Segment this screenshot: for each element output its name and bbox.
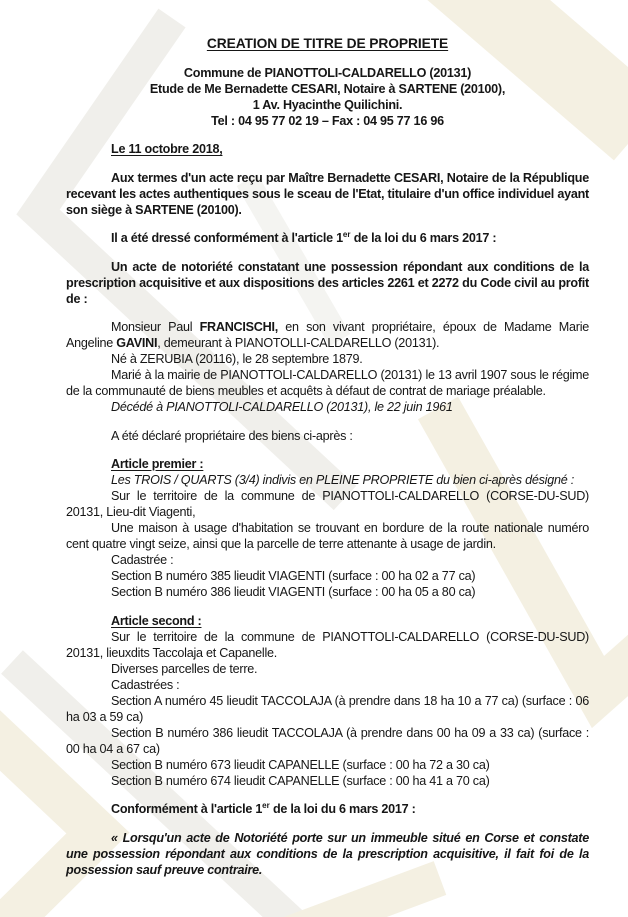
article-premier-territoire: Sur le territoire de la commune de PIANOTTOLI-CALDARELLO (CORSE-DU-SUD) 20131, Lieu-dit Viagenti, [66, 489, 589, 519]
paragraph-conforme: Conformément à l'article 1er de la loi du 6 mars 2017 : [111, 800, 416, 816]
header-tel-fax: Tel : 04 95 77 02 19 – Fax : 04 95 77 16 96 [211, 113, 444, 128]
header-etude: Etude de Me Bernadette CESARI, Notaire à SARTENE (20100), [149, 81, 506, 96]
article-second-heading: Article second : [111, 613, 202, 628]
article-premier-cadastree: Cadastrée : [111, 553, 174, 567]
paragraph-deces: Décédé à PIANOTTOLI-CALDARELLO (20131), le 22 juin 1961 [111, 400, 453, 414]
article-second-parcelles: Diverses parcelles de terre. [111, 661, 258, 676]
paragraph-declare: A été déclaré propriétaire des biens ci-après : [111, 428, 353, 443]
cadastre-line: Section B numéro 386 lieudit VIAGENTI (surface : 00 ha 05 a 80 ca) [111, 585, 476, 599]
spouse-surname: GAVINI [116, 336, 158, 350]
superscript-er: er [262, 800, 270, 810]
notary-header-block [66, 65, 589, 129]
owner-surname: FRANCISCHI, [199, 320, 278, 334]
article-premier-block [66, 456, 589, 600]
paragraph-dresse: Il a été dressé conformément à l'article 1er de la loi du 6 mars 2017 : [111, 229, 497, 245]
document-title: CREATION DE TITRE DE PROPRIETE [206, 36, 449, 51]
article-premier-maison: Une maison à usage d'habitation se trouvant en bordure de la route nationale numéro cent quatre vingt seize, ainsi que la parcelle de terre attenante à usage de jardin. [66, 521, 589, 551]
date-line: Le 11 octobre 2018, [111, 142, 223, 156]
article-second-block [66, 613, 589, 789]
article-second-territoire: Sur le territoire de la commune de PIANOTTOLI-CALDARELLO (CORSE-DU-SUD) 20131, lieuxdits Taccolaja et Capanelle. [66, 629, 589, 660]
paragraph-naissance: Né à ZERUBIA (20116), le 28 septembre 1879. [111, 352, 363, 366]
cadastre-line: Section B numéro 674 lieudit CAPANELLE (surface : 00 ha 41 a 70 ca) [111, 773, 490, 788]
paragraph-acte: Aux termes d'un acte reçu par Maître Bernadette CESARI, Notaire de la République recevant les actes authentiques sous le sceau de l'Etat, titulaire d'un office individuel ayant son siège à SARTENE (20100). [66, 170, 589, 217]
cadastre-line: Section B numéro 385 lieudit VIAGENTI (surface : 00 ha 02 a 77 ca) [111, 569, 476, 583]
paragraph-monsieur: Monsieur Paul FRANCISCHI, en son vivant propriétaire, époux de Madame Marie Angeline GAVINI, demeurant à PIANOTOLLI-CALDARELLO (20131). [66, 320, 589, 350]
owner-block [66, 319, 589, 415]
paragraph-citation: « Lorsqu'un acte de Notoriété porte sur un immeuble situé en Corse et constate une possession répondant aux conditions de la prescription acquisitive, il fait foi de la possession sauf preuve contraire. [66, 830, 589, 877]
article-premier-heading: Article premier : [111, 457, 204, 471]
paragraph-mariage: Marié à la mairie de PIANOTTOLI-CALDARELLO (20131) le 13 avril 1907 sous le régime de la communauté de biens meubles et acquêts à défaut de contrat de mariage préalable. [66, 368, 589, 398]
cadastre-line: Section B numéro 673 lieudit CAPANELLE (surface : 00 ha 72 a 30 ca) [111, 757, 490, 772]
cadastre-line: Section A numéro 45 lieudit TACCOLAJA (à prendre dans 18 ha 10 a 77 ca) (surface : 06 ha 03 a 59 ca) [66, 693, 589, 724]
document-text-block [66, 36, 589, 878]
article-premier-quote: Les TROIS / QUARTS (3/4) indivis en PLEINE PROPRIETE du bien ci-après désigné : [111, 473, 574, 487]
superscript-er: er [342, 229, 351, 239]
header-address: 1 Av. Hyacinthe Quilichini. [252, 97, 403, 112]
article-second-cadastrees: Cadastrées : [111, 677, 180, 692]
header-commune: Commune de PIANOTTOLI-CALDARELLO (20131) [183, 65, 472, 80]
paragraph-notoriete: Un acte de notoriété constatant une possession répondant aux conditions de la prescription acquisitive et aux dispositions des articles 2261 et 2272 du Code civil au profit de : [66, 259, 589, 306]
cadastre-line: Section B numéro 386 lieudit TACCOLAJA (à prendre dans 00 ha 09 a 33 ca) (surface : 00 ha 04 a 67 ca) [66, 725, 589, 756]
